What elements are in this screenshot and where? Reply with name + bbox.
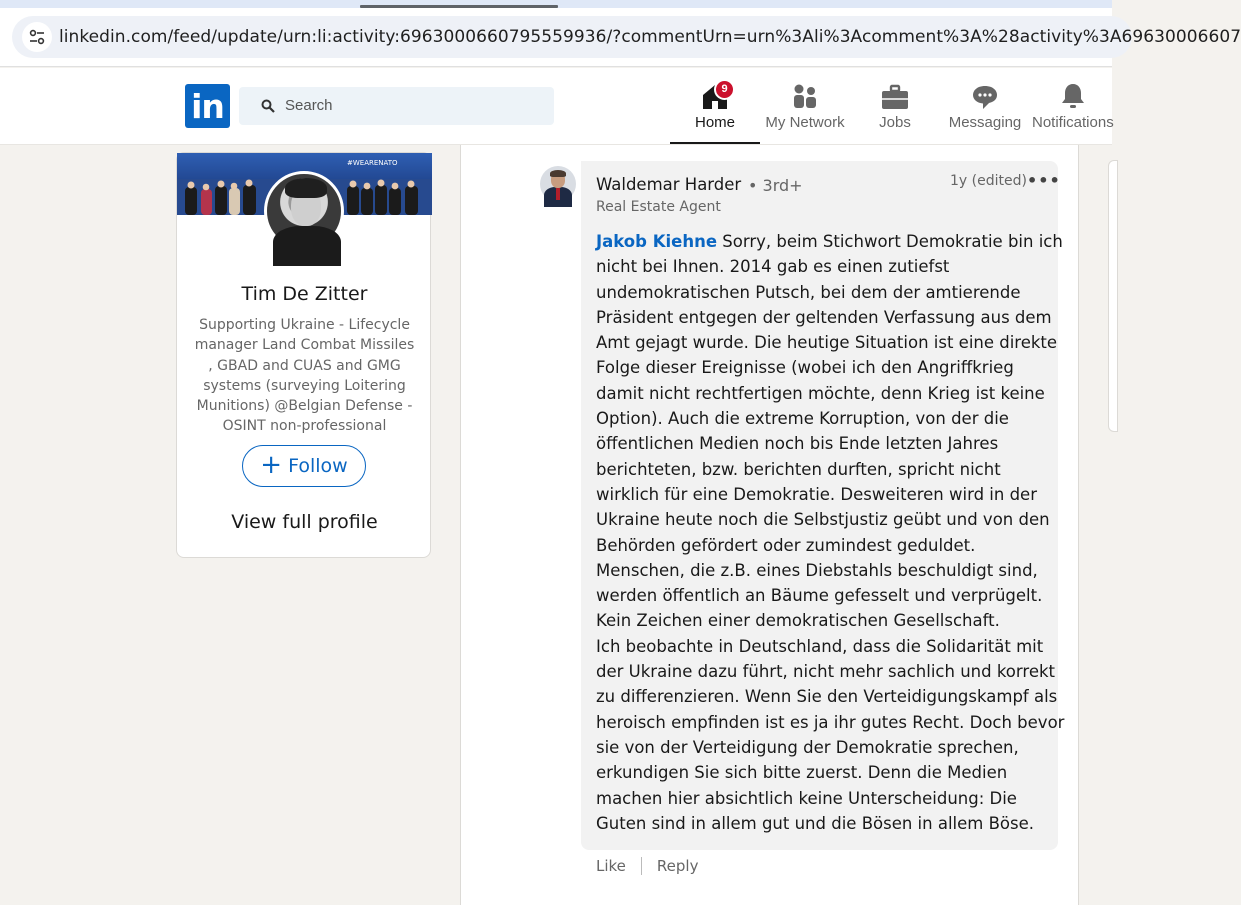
nav-my-network-label: My Network <box>765 114 845 131</box>
comment-line: werden öffentlich an Bäume gefesselt und verprügelt. <box>596 586 1043 606</box>
nav-home-label: Home <box>694 114 735 131</box>
comment-line: wirklich für eine Demokratie. Desweiteren wird in der <box>596 484 1037 504</box>
briefcase-icon <box>850 80 940 110</box>
comment-timestamp: 1y (edited) <box>950 173 1027 189</box>
comment-author-headline: Real Estate Agent <box>596 199 721 215</box>
nav-messaging[interactable] <box>940 80 1030 144</box>
address-bar-row <box>0 8 1241 67</box>
address-bar[interactable] <box>12 16 1241 58</box>
comment-bubble <box>581 161 1065 850</box>
search-input[interactable] <box>239 87 554 125</box>
connection-degree: • 3rd+ <box>748 176 803 195</box>
comment-line: Folge dieser Ereignisse (wobei ich den Angriffkrieg <box>596 358 1014 378</box>
banner-hashtag: #WEARENATO <box>347 159 398 167</box>
nav-jobs[interactable] <box>850 80 940 144</box>
comment-line: heroisch empfinden ist es ja ihr gutes Recht. Doch bevor <box>596 712 1065 732</box>
plus-icon: + <box>260 449 283 480</box>
profile-card <box>176 152 431 558</box>
profile-headline: Supporting Ukraine - Lifecycle manager Land Combat Missiles , GBAD and CUAS and GMG systems (surveying Loitering Munitions) @Belgian Defense - OSINT non-professional <box>194 317 415 435</box>
comment-line: zu differenzieren. Wenn Sie den Verteidigungskampf als <box>596 687 1058 707</box>
comment-line: Behörden gefördert oder zumindest geduldet. <box>596 535 976 555</box>
mention-link[interactable]: Jakob Kiehne <box>596 232 718 251</box>
view-full-profile-link[interactable]: View full profile <box>231 511 378 533</box>
nav-messaging-label: Messaging <box>948 114 1022 131</box>
people-icon <box>760 80 850 110</box>
search-icon <box>261 98 275 117</box>
right-rail-card-edge <box>1108 160 1118 432</box>
comment-line: undemokratischen Putsch, bei dem der amtierende <box>596 282 1021 302</box>
follow-label: Follow <box>288 455 348 477</box>
comment-author-name[interactable]: Waldemar Harder <box>596 175 742 194</box>
action-divider <box>641 857 642 875</box>
active-nav-underline <box>670 142 760 144</box>
comment-text <box>596 229 1065 836</box>
comment-line: erkundigen Sie sich bitte zuerst. Denn die Medien <box>596 763 1008 783</box>
follow-button[interactable] <box>242 445 366 487</box>
linkedin-nav-bar <box>0 68 1112 145</box>
search-placeholder: Search <box>285 97 333 114</box>
comment-line <box>596 229 1063 254</box>
comment-line: Guten sind in allem gut und die Bösen in allem Böse. <box>596 813 1034 833</box>
comment-line: damit nicht rechtfertigen möchte, denn Krieg ist keine <box>596 383 1045 403</box>
profile-avatar[interactable] <box>264 171 344 251</box>
browser-tab-strip <box>0 0 1112 8</box>
comment-line: Amt gejagt wurde. Die heutige Situation ist eine direkte <box>596 333 1058 353</box>
nav-notifications[interactable] <box>1030 80 1120 144</box>
nav-notifications-label: Notifications <box>1032 114 1114 131</box>
nav-jobs-label: Jobs <box>879 114 911 131</box>
nav-home[interactable] <box>670 80 760 144</box>
comment-line: Präsident entgegen der geltenden Verfassung aus dem <box>596 307 1052 327</box>
comment-line: Ukraine heute noch die Selbstjustiz geübt und von den <box>596 510 1050 530</box>
comment-line: der Ukraine dazu führt, nicht mehr sachlich und korrekt <box>596 662 1055 682</box>
nav-my-network[interactable] <box>760 80 850 144</box>
linkedin-logo[interactable]: in <box>185 84 230 128</box>
bell-icon <box>1030 80 1120 110</box>
comment-line: Ich beobachte in Deutschland, dass die Solidarität mit <box>596 636 1044 656</box>
comment-line: sie von der Verteidigung der Demokratie sprechen, <box>596 737 1019 757</box>
like-button[interactable]: Like <box>596 857 626 875</box>
commenter-avatar[interactable] <box>540 166 576 202</box>
chat-icon <box>940 80 1030 110</box>
comment-line: machen hier absichtlich keine Unterscheidung: Die <box>596 788 1017 808</box>
comment-line: nicht bei Ihnen. 2014 gab es einen zutiefst <box>596 257 950 277</box>
comment-line: Kein Zeichen einer demokratischen Gesellschaft. <box>596 611 1000 631</box>
site-settings-icon[interactable] <box>22 22 52 52</box>
comment-line: Menschen, die z.B. eines Diebstahls beschuldigt sind, <box>596 560 1038 580</box>
reply-button[interactable]: Reply <box>656 857 699 875</box>
more-options-icon[interactable]: ••• <box>1027 171 1061 190</box>
notification-badge: 9 <box>714 79 735 100</box>
comment-line-text: Sorry, beim Stichwort Demokratie bin ich <box>717 232 1063 251</box>
comment-actions <box>596 857 698 875</box>
comment-line: berichteten, bzw. berichten durften, spricht nicht <box>596 459 1001 479</box>
url-text[interactable]: linkedin.com/feed/update/urn:li:activity:6963000660795559936/?commentUrn=urn%3Ali%3Acomment%3A%28activity%3A69630006607 <box>59 27 1241 47</box>
profile-name[interactable]: Tim De Zitter <box>241 283 368 305</box>
comment-line: Option). Auch die extreme Korruption, von der die <box>596 409 1009 429</box>
comment-line: öffentlichen Medien noch bis Ende letzten Jahres <box>596 434 999 454</box>
